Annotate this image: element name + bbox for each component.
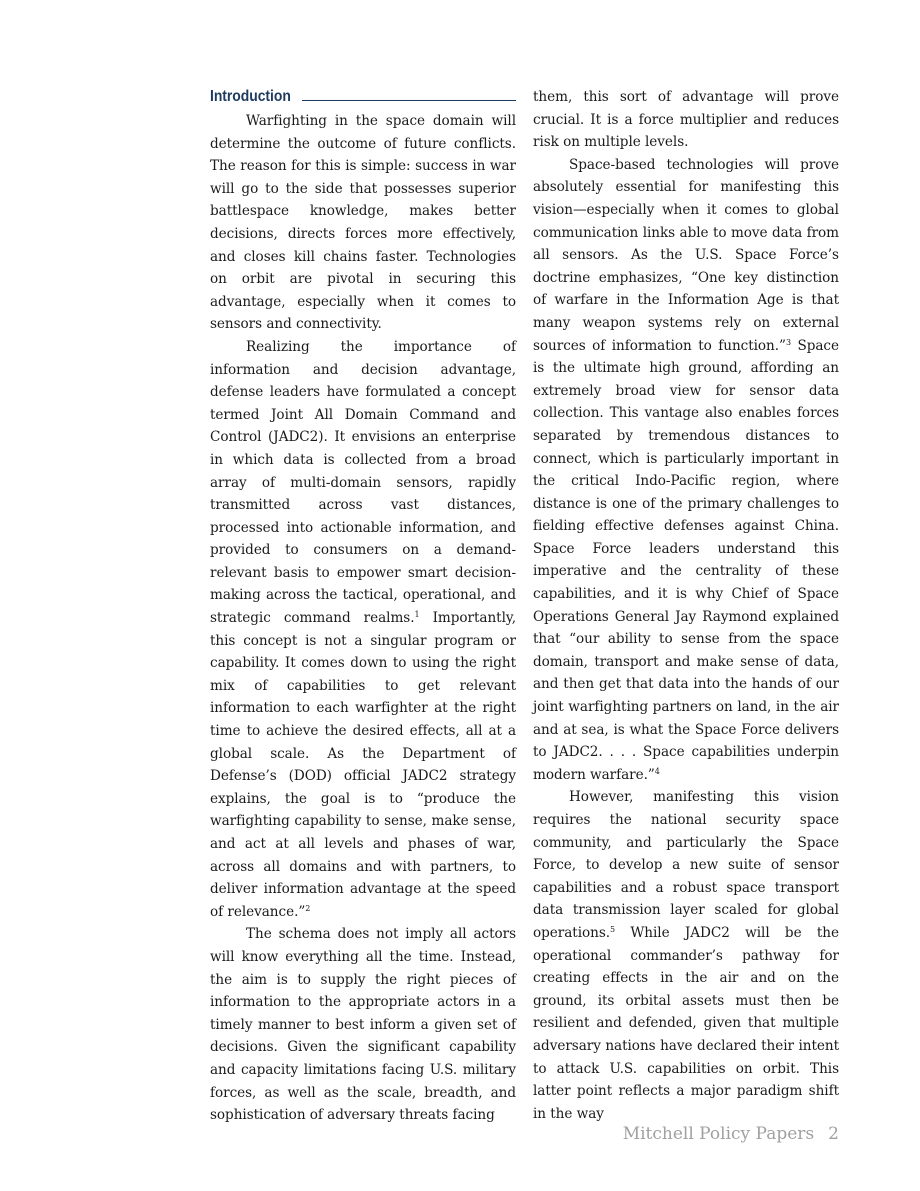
paragraph [533,86,839,154]
section-title: Introduction [210,87,291,105]
publication-name: Mitchell Policy Papers [622,1124,815,1144]
paragraph [210,110,516,336]
paragraph-text: Warfighting in the space domain will determine the outcome of future conflicts. The reason for this is simple: success in war will go to the side that possesses superior battlespace knowledge, makes better decisions, directs forces more effectively, and closes kill chains faster. Technologies on orbit are pivotal in securing this advantage, especially when it comes to sensors and connectivity. [210,113,516,333]
footnote-ref-5[interactable]: 5 [610,924,616,934]
footnote-ref-3[interactable]: 3 [785,337,791,347]
paragraph-text: Space is the ultimate high ground, affording an extremely broad view for sensor data collection. This vantage also enables forces separated by tremendous distances to connect, which is particularly important in the critical Indo-Pacific region, where distance is one of the primary challenges to fielding effective defenses against China. Space Force leaders understand this imperative and the centrality of these capabilities, and it is why Chief of Space Operations General Jay Raymond explained that “our ability to sense from the space domain, transport and make sense of data, and then get that data into the hands of our joint warfighting partners on land, in the air and at sea, is what the Space Force delivers to JADC2. . . . Space capabilities underpin modern warfare.” [533,337,839,783]
footnote-ref-4[interactable]: 4 [654,766,660,776]
right-column [533,86,839,1125]
paragraph-text: Realizing the importance of information and decision advantage, defense leaders have formulated a concept termed Joint All Domain Command and Control (JADC2). It envisions an enterprise in which data is collected from a broad array of multi-domain sensors, rapidly transmitted across vast distances, processed into actionable information, and provided to consumers on a demand-relevant basis to empower smart decision-making across the tactical, operational, and strategic command realms. [210,338,516,627]
paragraph-text: Importantly, this concept is not a singular program or capability. It comes down to using the right mix of capabilities to get relevant information to each warfighter at the right time to achieve the desired effects, all at a global scale. As the Department of Defense’s (DOD) official JADC2 strategy explains, the goal is to “produce the warfighting capability to sense, make sense, and act at all levels and phases of war, across all domains and with partners, to deliver information advantage at the speed of relevance.” [210,610,516,920]
paragraph [533,786,839,1125]
footnote-ref-1[interactable]: 1 [414,610,420,620]
paragraph-text: However, manifesting this vision requires the national security space community, and particularly the Space Force, to develop a new suite of sensor capabilities and a robust space transport data transmission layer scaled for global operations. [533,789,839,941]
paragraph-text: Space-based technologies will prove absolutely essential for manifesting this vision—especially when it comes to global communication links able to move data from all sensors. As the U.S. Space Force’s doctrine emphasizes, “One key distinction of warfare in the Information Age is that many weapon systems rely on external sources of information to function.” [533,156,839,354]
footnote-ref-2[interactable]: 2 [305,903,311,913]
paragraph-text: them, this sort of advantage will prove crucial. It is a force multiplier and reduces risk on multiple levels. [533,89,839,151]
page-number: 2 [828,1124,839,1144]
paragraph [210,923,516,1126]
section-rule [302,100,516,101]
paragraph [210,336,516,923]
paragraph-text: While JADC2 will be the operational commander’s pathway for creating effects in the air and on the ground, its orbital assets must then be resilient and defended, given that multiple adversary nations have declared their intent to attack U.S. capabilities on orbit. This latter point reflects a major paradigm shift in the way [533,924,839,1122]
paragraph-text: The schema does not imply all actors will know everything all the time. Instead, the aim is to supply the right pieces of information to the appropriate actors in a timely manner to best inform a given set of decisions. Given the significant capability and capacity limitations facing U.S. military forces, as well as the scale, breadth, and sophistication of adversary threats facing [210,926,516,1124]
page-footer [623,1124,839,1144]
left-column [210,86,516,1127]
paragraph [533,154,839,787]
section-heading [210,86,516,108]
